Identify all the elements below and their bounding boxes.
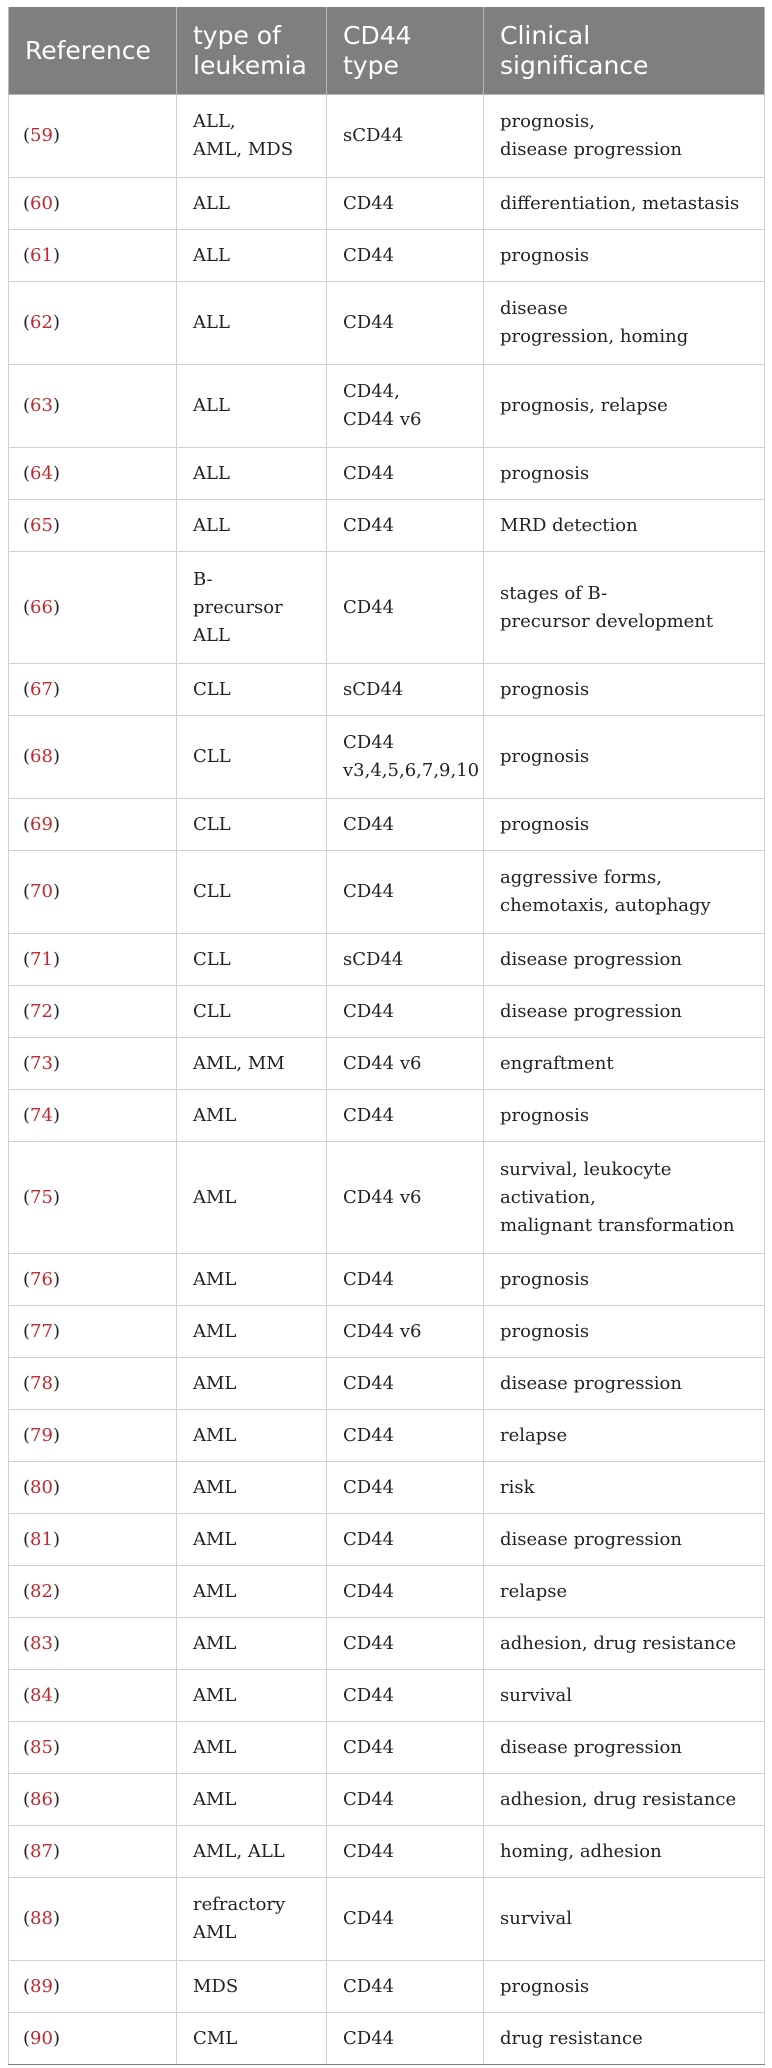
reference-link[interactable]: 86 [30,1788,53,1810]
table-row [9,2013,765,2065]
table-row [9,716,765,799]
cd44-type-cell: CD44 [327,1722,484,1774]
reference-paren-close: ) [52,1000,60,1022]
reference-cell [9,664,177,716]
leukemia-type-cell: B- precursor ALL [177,552,327,664]
table-row [9,500,765,552]
cd44-type-cell: CD44 v6 [327,1038,484,1090]
reference-cell [9,1826,177,1878]
reference-paren-close: ) [52,881,60,902]
reference-paren-close: ) [52,678,60,700]
clinical-significance-cell: differentiation, metastasis [484,178,765,230]
cd44-type-cell: CD44 [327,1090,484,1142]
leukemia-type-cell: CLL [177,851,327,934]
cd44-type-cell: CD44 [327,2013,484,2065]
reference-paren-open: ( [23,1528,31,1550]
cd44-type-cell: CD44 [327,1961,484,2013]
reference-cell [9,1774,177,1826]
cd44-type-cell: sCD44 [327,664,484,716]
table-header [9,7,765,95]
table-row [9,1670,765,1722]
clinical-significance-cell: prognosis [484,664,765,716]
reference-cell [9,178,177,230]
reference-paren-open: ( [23,1424,31,1446]
reference-cell [9,1878,177,1961]
reference-link[interactable]: 78 [30,1372,53,1394]
reference-paren-close: ) [52,514,60,536]
clinical-significance-cell: prognosis, disease progression [484,95,765,178]
reference-paren-open: ( [23,1268,31,1290]
table-row [9,799,765,851]
reference-paren-open: ( [23,1186,31,1208]
clinical-significance-cell: disease progression, homing [484,282,765,365]
reference-link[interactable]: 65 [30,514,53,536]
reference-cell [9,1142,177,1254]
reference-paren-close: ) [52,1372,60,1394]
leukemia-type-cell: AML [177,1306,327,1358]
reference-cell [9,986,177,1038]
leukemia-type-cell: refractory AML [177,1878,327,1961]
reference-cell [9,1038,177,1090]
leukemia-type-cell: AML [177,1514,327,1566]
leukemia-type-cell: AML [177,1774,327,1826]
clinical-significance-cell: disease progression [484,986,765,1038]
table-row [9,178,765,230]
reference-cell [9,799,177,851]
reference-paren-open: ( [23,596,31,618]
reference-paren-close: ) [52,948,60,970]
cd44-type-cell: CD44 [327,1410,484,1462]
table-row [9,230,765,282]
reference-cell [9,500,177,552]
reference-paren-open: ( [23,192,31,214]
reference-paren-open: ( [23,1736,31,1758]
table-row [9,664,765,716]
reference-cell [9,2013,177,2065]
leukemia-type-cell: AML [177,1090,327,1142]
reference-link[interactable]: 83 [30,1632,53,1654]
reference-link[interactable]: 79 [30,1424,53,1446]
reference-cell [9,1566,177,1618]
reference-link[interactable]: 68 [30,746,53,767]
reference-cell [9,1410,177,1462]
clinical-significance-cell: MRD detection [484,500,765,552]
reference-cell [9,1254,177,1306]
reference-paren-close: ) [52,462,60,484]
reference-link[interactable]: 74 [30,1104,53,1126]
reference-link[interactable]: 75 [30,1186,53,1208]
reference-paren-close: ) [52,1186,60,1208]
reference-paren-close: ) [52,746,60,767]
table-row [9,1358,765,1410]
reference-paren-close: ) [52,192,60,214]
reference-link[interactable]: 61 [30,244,53,266]
reference-paren-close: ) [52,125,60,146]
reference-cell [9,1462,177,1514]
cd44-type-cell: CD44 [327,230,484,282]
cd44-type-cell: CD44 [327,799,484,851]
leukemia-type-cell: ALL, AML, MDS [177,95,327,178]
reference-link[interactable]: 76 [30,1268,53,1290]
table-row [9,448,765,500]
leukemia-type-cell: ALL [177,178,327,230]
leukemia-type-cell: AML [177,1618,327,1670]
reference-cell [9,1961,177,2013]
table-row [9,282,765,365]
reference-link[interactable]: 72 [30,1000,53,1022]
reference-paren-close: ) [52,1788,60,1810]
leukemia-type-cell: CLL [177,716,327,799]
table-row [9,1462,765,1514]
reference-cell [9,1358,177,1410]
reference-paren-open: ( [23,1632,31,1654]
leukemia-type-cell: AML [177,1670,327,1722]
reference-link[interactable]: 66 [30,596,53,618]
reference-paren-open: ( [23,514,31,536]
reference-link[interactable]: 71 [30,948,53,970]
reference-paren-open: ( [23,678,31,700]
leukemia-type-cell: ALL [177,500,327,552]
reference-cell [9,1670,177,1722]
clinical-significance-cell: engraftment [484,1038,765,1090]
table-row [9,1254,765,1306]
clinical-significance-cell: relapse [484,1410,765,1462]
leukemia-type-cell: AML, MM [177,1038,327,1090]
reference-cell [9,1090,177,1142]
clinical-significance-cell: prognosis [484,1090,765,1142]
reference-paren-close: ) [52,1840,60,1862]
reference-paren-close: ) [52,1052,60,1074]
leukemia-type-cell: CLL [177,934,327,986]
table-row [9,1410,765,1462]
clinical-significance-cell: prognosis [484,1306,765,1358]
reference-paren-open: ( [23,1975,31,1997]
leukemia-type-cell: CLL [177,799,327,851]
reference-link[interactable]: 82 [30,1580,53,1602]
reference-paren-close: ) [52,813,60,835]
clinical-significance-cell: prognosis [484,230,765,282]
header-row [9,7,765,95]
table-row [9,1090,765,1142]
reference-paren-open: ( [23,125,31,146]
cd44-type-cell: CD44 [327,1774,484,1826]
reference-cell [9,1306,177,1358]
leukemia-type-cell: AML [177,1254,327,1306]
reference-paren-close: ) [52,2027,60,2049]
clinical-significance-cell: survival [484,1670,765,1722]
reference-paren-open: ( [23,1684,31,1706]
cd44-type-cell: sCD44 [327,934,484,986]
reference-paren-close: ) [52,1975,60,1997]
reference-paren-open: ( [23,1840,31,1862]
reference-paren-open: ( [23,1000,31,1022]
reference-link[interactable]: 81 [30,1528,53,1550]
reference-link[interactable]: 88 [30,1908,53,1929]
reference-paren-close: ) [52,1580,60,1602]
reference-link[interactable]: 69 [30,813,53,835]
leukemia-type-cell: AML [177,1566,327,1618]
reference-paren-close: ) [52,596,60,618]
reference-paren-close: ) [52,1908,60,1929]
clinical-significance-cell: disease progression [484,1514,765,1566]
reference-paren-close: ) [52,1684,60,1706]
cd44-type-cell: CD44 v6 [327,1142,484,1254]
reference-paren-open: ( [23,1580,31,1602]
reference-cell [9,1514,177,1566]
reference-paren-open: ( [23,312,31,333]
cd44-type-cell: CD44 v6 [327,1306,484,1358]
cd44-type-cell: CD44 v3,4,5,6,7,9,10 [327,716,484,799]
leukemia-type-cell: CLL [177,664,327,716]
reference-link[interactable]: 77 [30,1320,53,1342]
table-row [9,1618,765,1670]
leukemia-type-cell: ALL [177,282,327,365]
leukemia-type-cell: CLL [177,986,327,1038]
reference-cell [9,552,177,664]
reference-paren-open: ( [23,1476,31,1498]
reference-cell [9,282,177,365]
reference-link[interactable]: 87 [30,1840,53,1862]
table-row [9,851,765,934]
reference-paren-close: ) [52,1424,60,1446]
clinical-significance-cell: drug resistance [484,2013,765,2065]
reference-paren-close: ) [52,1268,60,1290]
leukemia-type-cell: AML [177,1722,327,1774]
reference-cell [9,934,177,986]
clinical-significance-cell: survival, leukocyte activation, malignant transformation [484,1142,765,1254]
reference-paren-open: ( [23,1320,31,1342]
cd44-type-cell: CD44 [327,1878,484,1961]
clinical-significance-cell: adhesion, drug resistance [484,1618,765,1670]
leukemia-type-cell: AML, ALL [177,1826,327,1878]
table-body [9,95,765,2065]
clinical-significance-cell: prognosis [484,799,765,851]
header-reference: Reference [9,7,177,95]
table-row [9,1566,765,1618]
leukemia-type-cell: ALL [177,230,327,282]
reference-link[interactable]: 70 [30,881,53,902]
table-row [9,1142,765,1254]
reference-cell [9,716,177,799]
table-row [9,1038,765,1090]
reference-paren-open: ( [23,948,31,970]
reference-cell [9,95,177,178]
cd44-type-cell: CD44 [327,851,484,934]
reference-link[interactable]: 62 [30,312,53,333]
reference-link[interactable]: 80 [30,1476,53,1498]
reference-paren-open: ( [23,1788,31,1810]
reference-paren-open: ( [23,2027,31,2049]
reference-cell [9,1618,177,1670]
table-row [9,1306,765,1358]
leukemia-type-cell: AML [177,1358,327,1410]
reference-paren-close: ) [52,1632,60,1654]
reference-paren-open: ( [23,244,31,266]
cd44-type-cell: CD44 [327,1462,484,1514]
clinical-significance-cell: prognosis, relapse [484,365,765,448]
reference-paren-open: ( [23,813,31,835]
cd44-type-cell: CD44 [327,1826,484,1878]
cd44-type-cell: CD44 [327,448,484,500]
table-row [9,1774,765,1826]
reference-paren-close: ) [52,395,60,416]
reference-cell [9,448,177,500]
header-leukemia-type: type of leukemia [177,7,327,95]
clinical-significance-cell: disease progression [484,1358,765,1410]
reference-cell [9,851,177,934]
header-clinical-significance: Clinical significance [484,7,765,95]
reference-link[interactable]: 84 [30,1684,53,1706]
cd44-type-cell: CD44 [327,500,484,552]
reference-cell [9,1722,177,1774]
reference-paren-open: ( [23,746,31,767]
reference-paren-close: ) [52,1104,60,1126]
table-row [9,1722,765,1774]
cd44-leukemia-table [8,7,765,2065]
reference-link[interactable]: 89 [30,1975,53,1997]
table-row [9,1514,765,1566]
reference-link[interactable]: 59 [30,125,53,146]
reference-paren-open: ( [23,1372,31,1394]
clinical-significance-cell: prognosis [484,716,765,799]
table-row [9,1826,765,1878]
reference-paren-open: ( [23,881,31,902]
reference-link[interactable]: 60 [30,192,53,214]
leukemia-type-cell: AML [177,1462,327,1514]
cd44-type-cell: CD44 [327,552,484,664]
table-row [9,552,765,664]
cd44-type-cell: CD44, CD44 v6 [327,365,484,448]
cd44-type-cell: CD44 [327,1670,484,1722]
leukemia-type-cell: ALL [177,448,327,500]
reference-paren-close: ) [52,244,60,266]
header-cd44-type: CD44 type [327,7,484,95]
clinical-significance-cell: adhesion, drug resistance [484,1774,765,1826]
reference-cell [9,365,177,448]
cd44-type-cell: CD44 [327,178,484,230]
reference-paren-close: ) [52,1476,60,1498]
clinical-significance-cell: disease progression [484,1722,765,1774]
cd44-type-cell: CD44 [327,1514,484,1566]
reference-paren-close: ) [52,1320,60,1342]
reference-paren-close: ) [52,312,60,333]
cd44-type-cell: CD44 [327,1566,484,1618]
clinical-significance-cell: risk [484,1462,765,1514]
clinical-significance-cell: stages of B- precursor development [484,552,765,664]
table-row [9,1961,765,2013]
reference-paren-open: ( [23,1104,31,1126]
reference-paren-open: ( [23,395,31,416]
cd44-type-cell: CD44 [327,986,484,1038]
clinical-significance-cell: prognosis [484,1254,765,1306]
leukemia-type-cell: MDS [177,1961,327,2013]
table-row [9,1878,765,1961]
clinical-significance-cell: disease progression [484,934,765,986]
reference-link[interactable]: 63 [30,395,53,416]
cd44-type-cell: sCD44 [327,95,484,178]
table-row [9,986,765,1038]
reference-link[interactable]: 64 [30,462,53,484]
reference-link[interactable]: 73 [30,1052,53,1074]
clinical-significance-cell: relapse [484,1566,765,1618]
clinical-significance-cell: prognosis [484,1961,765,2013]
cd44-type-cell: CD44 [327,1358,484,1410]
reference-paren-close: ) [52,1528,60,1550]
table-row [9,365,765,448]
table-row [9,95,765,178]
reference-paren-open: ( [23,1908,31,1929]
clinical-significance-cell: aggressive forms, chemotaxis, autophagy [484,851,765,934]
clinical-significance-cell: prognosis [484,448,765,500]
reference-link[interactable]: 85 [30,1736,53,1758]
leukemia-type-cell: ALL [177,365,327,448]
reference-link[interactable]: 90 [30,2027,53,2049]
cd44-type-cell: CD44 [327,1618,484,1670]
leukemia-type-cell: AML [177,1410,327,1462]
clinical-significance-cell: homing, adhesion [484,1826,765,1878]
reference-paren-close: ) [52,1736,60,1758]
clinical-significance-cell: survival [484,1878,765,1961]
reference-link[interactable]: 67 [30,678,53,700]
cd44-type-cell: CD44 [327,1254,484,1306]
reference-cell [9,230,177,282]
table-row [9,934,765,986]
leukemia-type-cell: CML [177,2013,327,2065]
reference-paren-open: ( [23,462,31,484]
cd44-type-cell: CD44 [327,282,484,365]
reference-paren-open: ( [23,1052,31,1074]
leukemia-type-cell: AML [177,1142,327,1254]
